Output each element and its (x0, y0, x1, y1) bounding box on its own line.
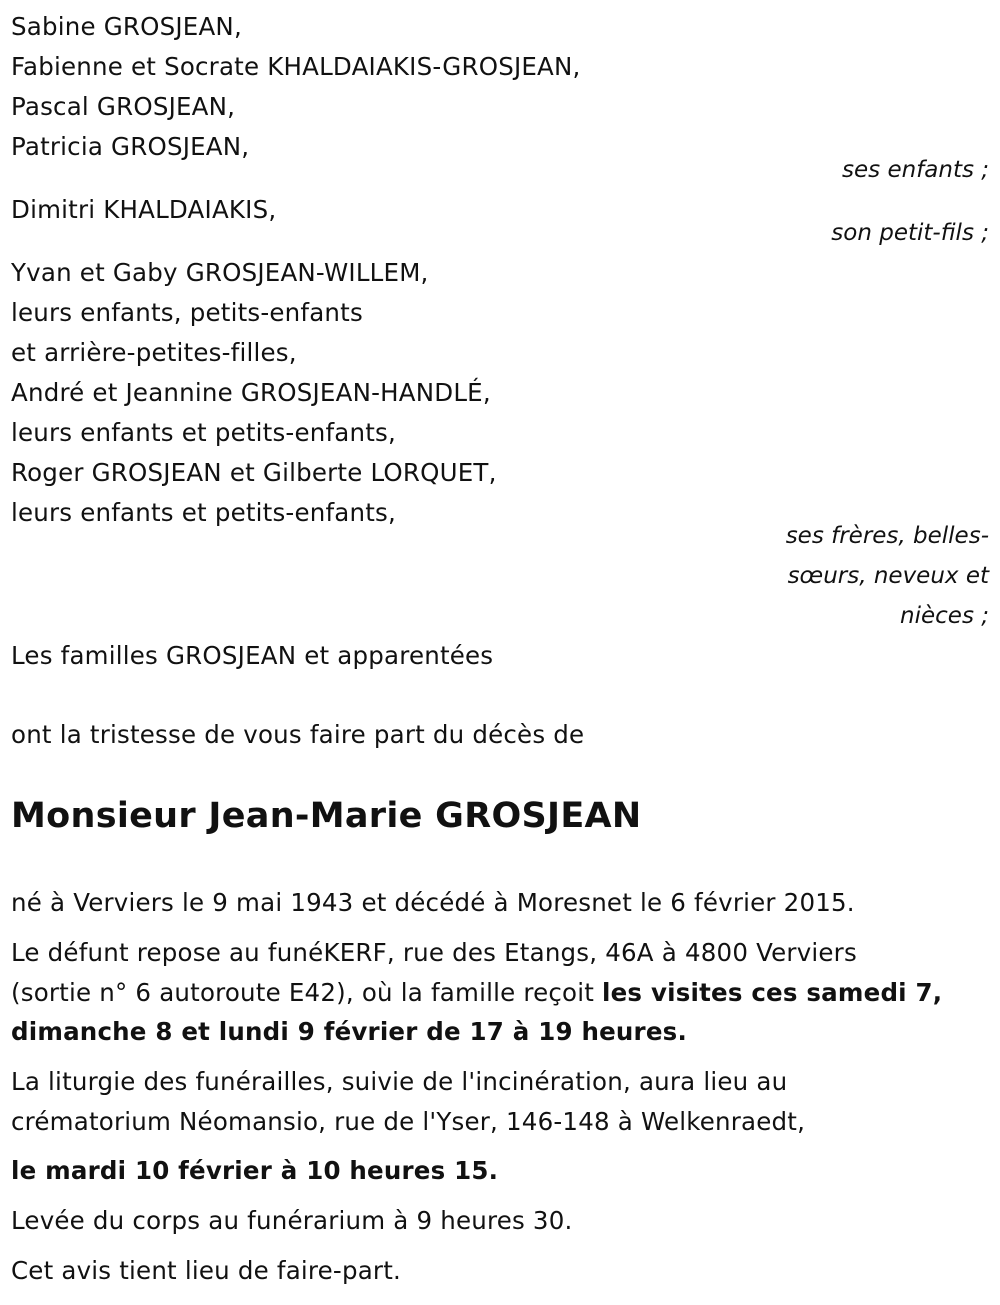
sibling-line-4: André et Jeannine GROSJEAN-HANDLÉ, (11, 378, 491, 407)
sibling-line-2: leurs enfants, petits-enfants (11, 298, 363, 327)
child-name-1: Sabine GROSJEAN, (11, 12, 242, 41)
grandchild-name: Dimitri KHALDAIAKIS, (11, 195, 277, 224)
repose-line-1: Le défunt repose au funéKERF, rue des Etangs, 46A à 4800 Verviers (11, 938, 857, 967)
child-name-4: Patricia GROSJEAN, (11, 132, 250, 161)
child-name-3: Pascal GROSJEAN, (11, 92, 236, 121)
sibling-line-6: Roger GROSJEAN et Gilberte LORQUET, (11, 458, 497, 487)
sibling-line-3: et arrière-petites-filles, (11, 338, 297, 367)
siblings-role-line-1: ses frères, belles- (785, 523, 989, 549)
siblings-role-line-2: sœurs, neveux et (787, 563, 989, 589)
repose-line-2 (11, 978, 942, 1008)
sibling-line-7: leurs enfants et petits-enfants, (11, 498, 397, 527)
liturgy-line-1: La liturgie des funérailles, suivie de l'incinération, aura lieu au (11, 1067, 788, 1096)
closing-note: Cet avis tient lieu de faire-part. (11, 1256, 401, 1285)
ceremony-datetime: le mardi 10 février à 10 heures 15. (11, 1156, 499, 1185)
grandchild-role: son petit-fils ; (831, 220, 989, 246)
visits-highlight: les visites ces samedi 7, (602, 978, 943, 1007)
sibling-line-1: Yvan et Gaby GROSJEAN-WILLEM, (11, 258, 429, 287)
liturgy-line-2: crématorium Néomansio, rue de l'Yser, 146-148 à Welkenraedt, (11, 1107, 806, 1136)
deceased-name: Monsieur Jean-Marie GROSJEAN (11, 796, 642, 836)
child-name-2: Fabienne et Socrate KHALDAIAKIS-GROSJEAN, (11, 52, 581, 81)
repose-line-2-plain: (sortie n° 6 autoroute E42), où la famille reçoit (11, 978, 603, 1007)
announcement-text: ont la tristesse de vous faire part du décès de (11, 720, 585, 749)
sibling-line-5: leurs enfants et petits-enfants, (11, 418, 397, 447)
visits-schedule: dimanche 8 et lundi 9 février de 17 à 19 heures. (11, 1017, 687, 1046)
children-role: ses enfants ; (842, 157, 989, 183)
birth-death-info: né à Verviers le 9 mai 1943 et décédé à Moresnet le 6 février 2015. (11, 888, 855, 917)
extended-families: Les familles GROSJEAN et apparentées (11, 641, 494, 670)
levee-info: Levée du corps au funérarium à 9 heures 30. (11, 1206, 573, 1235)
siblings-role-line-3: nièces ; (900, 603, 989, 629)
